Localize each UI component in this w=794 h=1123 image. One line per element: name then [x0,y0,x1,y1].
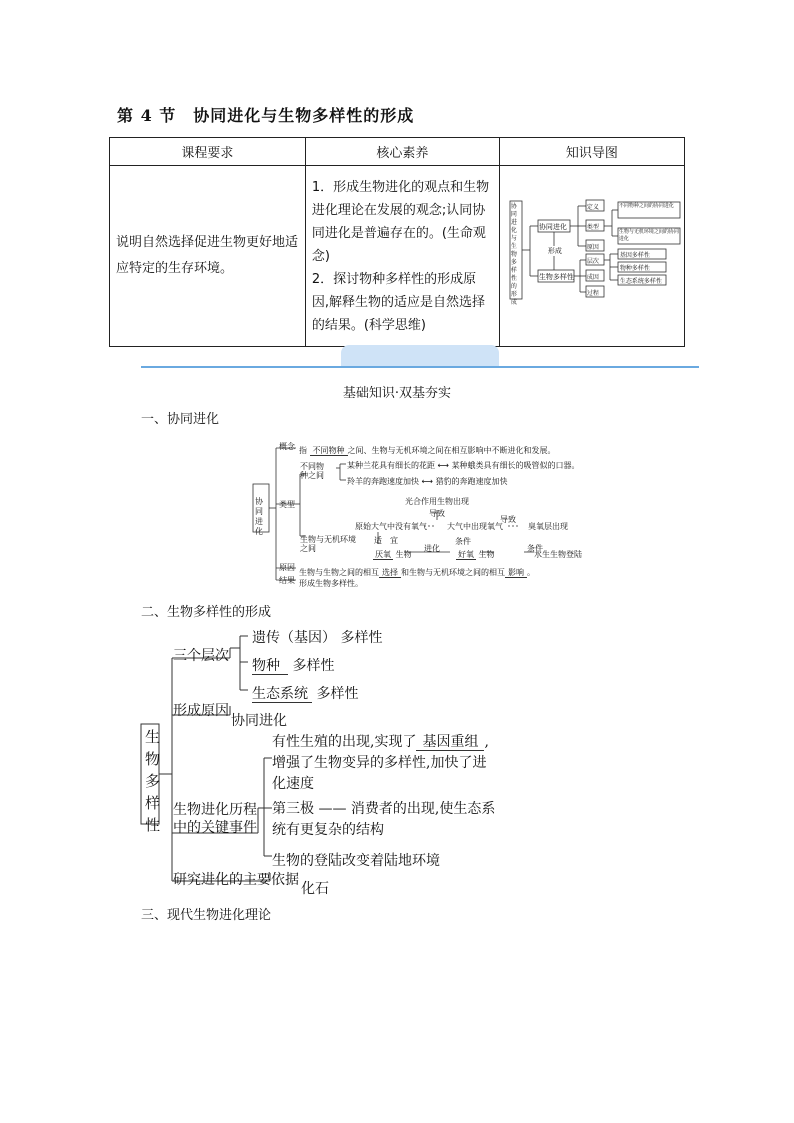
page-title: 第 4 节 协同进化与生物多样性的形成 [117,106,415,125]
env-aerobe: 好氧 [458,550,474,559]
mindmap-process: 过程 [586,290,599,297]
mindmap-type-2: 生物与无机环境之间的协同进化 [618,229,679,242]
mindmap-levels: 层次 [586,258,599,265]
mindmap-cell [499,166,684,347]
env-aerobe-row [456,549,495,560]
mindmap-node-diversity: 生物多样性 [538,273,574,281]
mindmap-node-coevolution: 协同进化 [538,223,567,231]
env-leads: 导致 [429,509,445,518]
section1-heading: 一、协同进化 [141,412,220,427]
concept-post: 之间、生物与无机环境之间在相互影响中不断进化和发展。 [347,446,556,455]
result-label: 结果 [279,576,295,585]
env-top: 光合作用生物出现 [405,497,469,506]
cause-value: 协同进化 [231,713,287,729]
level1-suffix: 多样性 [340,630,383,646]
level-2 [252,655,334,675]
requirements-table [109,137,685,347]
evidence-value: 化石 [301,881,329,897]
level-1 [252,627,382,647]
event-2-line2: 统有更复杂的结构 [272,822,384,838]
section-tab [341,345,499,367]
requirement-text: 说明自然选择促进生物更好地适应特定的生存环境。 [116,235,299,276]
event1-pre: 有性生殖的出现,实现了 [272,734,417,750]
concept-label: 概念 [279,442,295,451]
concept-blank: 不同物种 [310,446,348,456]
mindmap-definition: 定义 [586,204,599,211]
section2-heading: 二、生物多样性的形成 [141,605,272,620]
competency-cell [305,166,499,347]
mindmap-type-1: 不同物种之间的协同进化 [618,203,674,209]
reason-text [299,567,535,578]
history-label-1: 生物进化历程 [173,802,257,818]
event1-post: , [484,734,489,750]
section-divider [141,366,699,368]
table-header-mindmap: 知识导图 [499,138,684,166]
competency-1: 1．形成生物进化的观点和生物进化理论在发展的观念;认同协同进化是普遍存在的。(生命观念) [311,179,490,264]
level2-suffix: 多样性 [292,658,335,674]
mindmap-level-gene: 基因多样性 [619,252,650,259]
bio-env-label: 生物与无机环境之间 [300,535,356,553]
env-evolve: 进化 [424,544,440,553]
evidence-label: 研究进化的主要依据 [173,872,299,888]
ex1-a: 某种兰花具有细长的花距 [347,461,435,470]
event-1-line2: 增强了生物变异的多样性,加快了进 [272,755,487,771]
reason-pre: 生物与生物之间的相互 [299,568,379,577]
env-leads2: 导致 [500,515,516,524]
reason-blank2: 影响 [505,568,527,578]
event-3: 生物的登陆改变着陆地环境 [272,853,440,869]
section3-heading: 三、现代生物进化理论 [141,908,272,923]
env-no-o2: 原始大气中没有氧气 [355,522,427,531]
env-cond: 条件 [455,537,471,546]
reason-mid: 和生物与无机环境之间的相互 [401,568,505,577]
requirement-cell [110,166,306,347]
mindmap-causes: 成因 [586,274,599,281]
level1-blank: 遗传（基因） [252,630,336,646]
mindmap-type: 类型 [586,224,599,231]
reason-label: 原因 [279,563,295,572]
mindmap-level-species: 物种多样性 [619,265,650,272]
level3-blank: 生态系统 [252,686,312,703]
inter-species-label: 不同物种之间 [300,462,324,480]
event1-blank: 基因重组 [416,734,484,751]
competency-2: 2．探讨物种多样性的形成原因,解释生物的适应是自然选择的结果。(科学思维) [311,271,485,333]
history-label-2: 中的关键事件 [173,820,257,836]
level2-blank: 物种 [252,658,288,675]
reason-end: 。 [527,568,535,577]
cause-label: 形成原因 [173,703,229,719]
env-organism: 生物 [395,550,412,559]
env-organism2: 生物 [478,550,495,559]
inter-species-example-1: 某种兰花具有细长的花距 ⟷ 某种蛾类具有细长的吸管似的口器。 [347,461,580,470]
env-land: 水生生物登陆 [534,550,582,559]
mindmap-level-ecosystem: 生态系统多样性 [619,278,662,285]
three-levels-label: 三个层次 [173,648,229,664]
coevolution-lines [250,436,570,586]
env-anaerobe-row [373,549,412,560]
level-3 [252,683,358,703]
reason-blank: 选择 [379,568,401,578]
section-header: 基础知识·双基夯实 [342,386,452,401]
coevolution-root: 协同进化 [255,497,263,536]
mindmap-reason: 原因 [586,244,599,251]
mindmap-root: 协同进化与生物多样性的形成 [510,203,517,306]
concept-pre: 指 [299,446,307,455]
mindmap-diagram [500,166,692,344]
diversity-root: 生物多样性 [145,728,161,834]
ex2-a: 羚羊的奔跑速度加快 [347,477,419,486]
result-text: 形成生物多样性。 [299,579,363,588]
table-header-competency: 核心素养 [305,138,499,166]
env-o2: 大气中出现氧气 [447,522,503,531]
event-1 [272,731,489,751]
mindmap-node-form: 形成 [547,247,562,255]
env-cond2: 条件 [527,544,543,553]
env-anaerobe: 厌氧 [375,550,391,559]
env-suit: 适 宜 [374,536,398,545]
table-header-requirement: 课程要求 [110,138,306,166]
type-label: 类型 [279,500,295,509]
level3-suffix: 多样性 [316,686,359,702]
event-1-line3: 化速度 [272,776,314,792]
ex1-b: 某种蛾类具有细长的吸管似的口器。 [451,461,580,470]
concept-text [299,445,556,456]
event-2-line1: 第三极 —— 消费者的出现,使生态系 [272,801,496,817]
ex2-b: 猎豹的奔跑速度加快 [435,477,508,486]
inter-species-example-2: 羚羊的奔跑速度加快 ⟷ 猎豹的奔跑速度加快 [347,477,508,486]
env-ozone: 臭氧层出现 [528,522,568,531]
